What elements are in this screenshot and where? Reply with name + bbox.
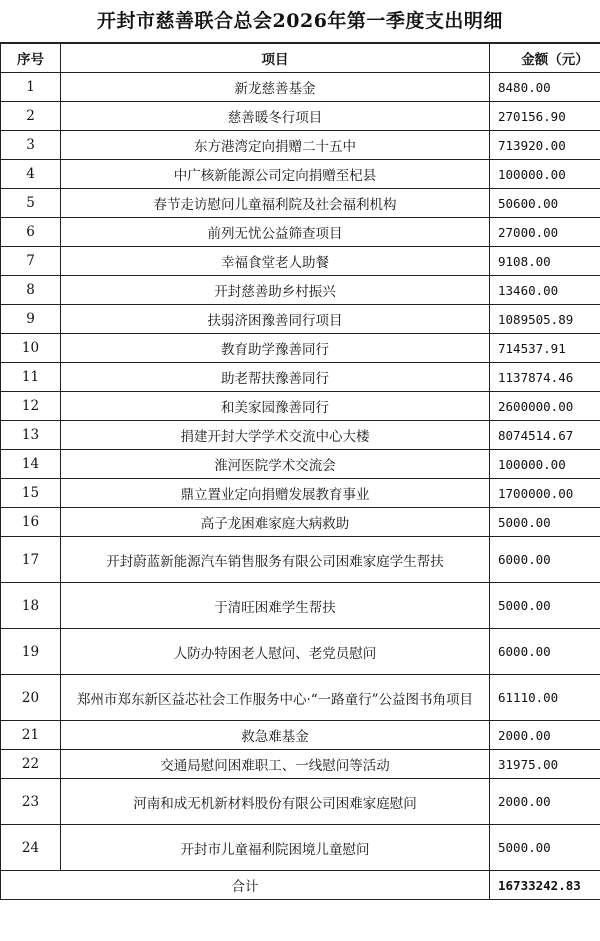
table-row [1,508,600,537]
row-amount: 9108.00 [490,247,600,276]
table-total-row [1,871,600,900]
row-item: 救急难基金 [61,721,490,750]
row-amount: 8480.00 [490,73,600,102]
row-item: 中广核新能源公司定向捐赠至杞县 [61,160,490,189]
row-no: 18 [1,583,61,629]
row-no: 14 [1,450,61,479]
expense-table [0,43,600,900]
row-no: 4 [1,160,61,189]
row-no: 24 [1,825,61,871]
row-amount: 6000.00 [490,537,600,583]
row-amount: 2000.00 [490,779,600,825]
row-no: 15 [1,479,61,508]
row-item: 开封慈善助乡村振兴 [61,276,490,305]
table-row [1,479,600,508]
row-no: 12 [1,392,61,421]
table-row [1,247,600,276]
header-item: 项目 [61,44,490,73]
header-no: 序号 [1,44,61,73]
row-amount: 13460.00 [490,276,600,305]
row-no: 5 [1,189,61,218]
row-amount: 5000.00 [490,508,600,537]
row-no: 23 [1,779,61,825]
row-item: 于清旺困难学生帮扶 [61,583,490,629]
row-no: 13 [1,421,61,450]
total-label: 合计 [1,871,490,900]
table-row [1,583,600,629]
row-no: 19 [1,629,61,675]
table-row [1,675,600,721]
row-item: 开封市儿童福利院困境儿童慰问 [61,825,490,871]
row-item: 鼎立置业定向捐赠发展教育事业 [61,479,490,508]
row-no: 8 [1,276,61,305]
row-amount: 61110.00 [490,675,600,721]
table-row [1,825,600,871]
row-item: 前列无忧公益筛查项目 [61,218,490,247]
row-no: 21 [1,721,61,750]
row-no: 9 [1,305,61,334]
row-amount: 100000.00 [490,160,600,189]
table-row [1,218,600,247]
table-row [1,334,600,363]
row-no: 7 [1,247,61,276]
row-amount: 27000.00 [490,218,600,247]
table-row [1,305,600,334]
row-item: 和美家园豫善同行 [61,392,490,421]
table-row [1,160,600,189]
row-item: 助老帮扶豫善同行 [61,363,490,392]
row-item: 扶弱济困豫善同行项目 [61,305,490,334]
row-item: 高子龙困难家庭大病救助 [61,508,490,537]
row-amount: 714537.91 [490,334,600,363]
table-row [1,421,600,450]
row-amount: 270156.90 [490,102,600,131]
row-item: 淮河医院学术交流会 [61,450,490,479]
row-item: 东方港湾定向捐赠二十五中 [61,131,490,160]
row-no: 10 [1,334,61,363]
table-row [1,131,600,160]
row-no: 16 [1,508,61,537]
row-amount: 2000.00 [490,721,600,750]
row-item: 开封蔚蓝新能源汽车销售服务有限公司困难家庭学生帮扶 [61,537,490,583]
row-amount: 8074514.67 [490,421,600,450]
row-amount: 5000.00 [490,583,600,629]
table-row [1,102,600,131]
row-item: 捐建开封大学学术交流中心大楼 [61,421,490,450]
row-item: 教育助学豫善同行 [61,334,490,363]
row-no: 1 [1,73,61,102]
row-item: 河南和成无机新材料股份有限公司困难家庭慰问 [61,779,490,825]
row-item: 交通局慰问困难职工、一线慰问等活动 [61,750,490,779]
table-row [1,363,600,392]
page-title: 开封市慈善联合总会2026年第一季度支出明细 [0,0,600,43]
row-amount: 31975.00 [490,750,600,779]
row-amount: 5000.00 [490,825,600,871]
table-row [1,629,600,675]
table-row [1,779,600,825]
row-amount: 1137874.46 [490,363,600,392]
row-no: 20 [1,675,61,721]
row-item: 春节走访慰问儿童福利院及社会福利机构 [61,189,490,218]
row-amount: 6000.00 [490,629,600,675]
table-row [1,276,600,305]
row-item: 幸福食堂老人助餐 [61,247,490,276]
row-amount: 1089505.89 [490,305,600,334]
row-amount: 50600.00 [490,189,600,218]
row-item: 郑州市郑东新区益芯社会工作服务中心·“一路童行”公益图书角项目 [61,675,490,721]
row-item: 新龙慈善基金 [61,73,490,102]
table-header-row [1,44,600,73]
table-row [1,450,600,479]
table-row [1,392,600,421]
row-item: 慈善暖冬行项目 [61,102,490,131]
row-no: 3 [1,131,61,160]
row-no: 11 [1,363,61,392]
row-amount: 1700000.00 [490,479,600,508]
table-row [1,189,600,218]
row-amount: 713920.00 [490,131,600,160]
table-row [1,750,600,779]
table-row [1,537,600,583]
row-item: 人防办特困老人慰问、老党员慰问 [61,629,490,675]
row-amount: 2600000.00 [490,392,600,421]
row-no: 22 [1,750,61,779]
table-row [1,73,600,102]
row-amount: 100000.00 [490,450,600,479]
row-no: 2 [1,102,61,131]
header-amount: 金额（元） [490,44,600,73]
row-no: 6 [1,218,61,247]
total-amount: 16733242.83 [490,871,600,900]
table-row [1,721,600,750]
row-no: 17 [1,537,61,583]
